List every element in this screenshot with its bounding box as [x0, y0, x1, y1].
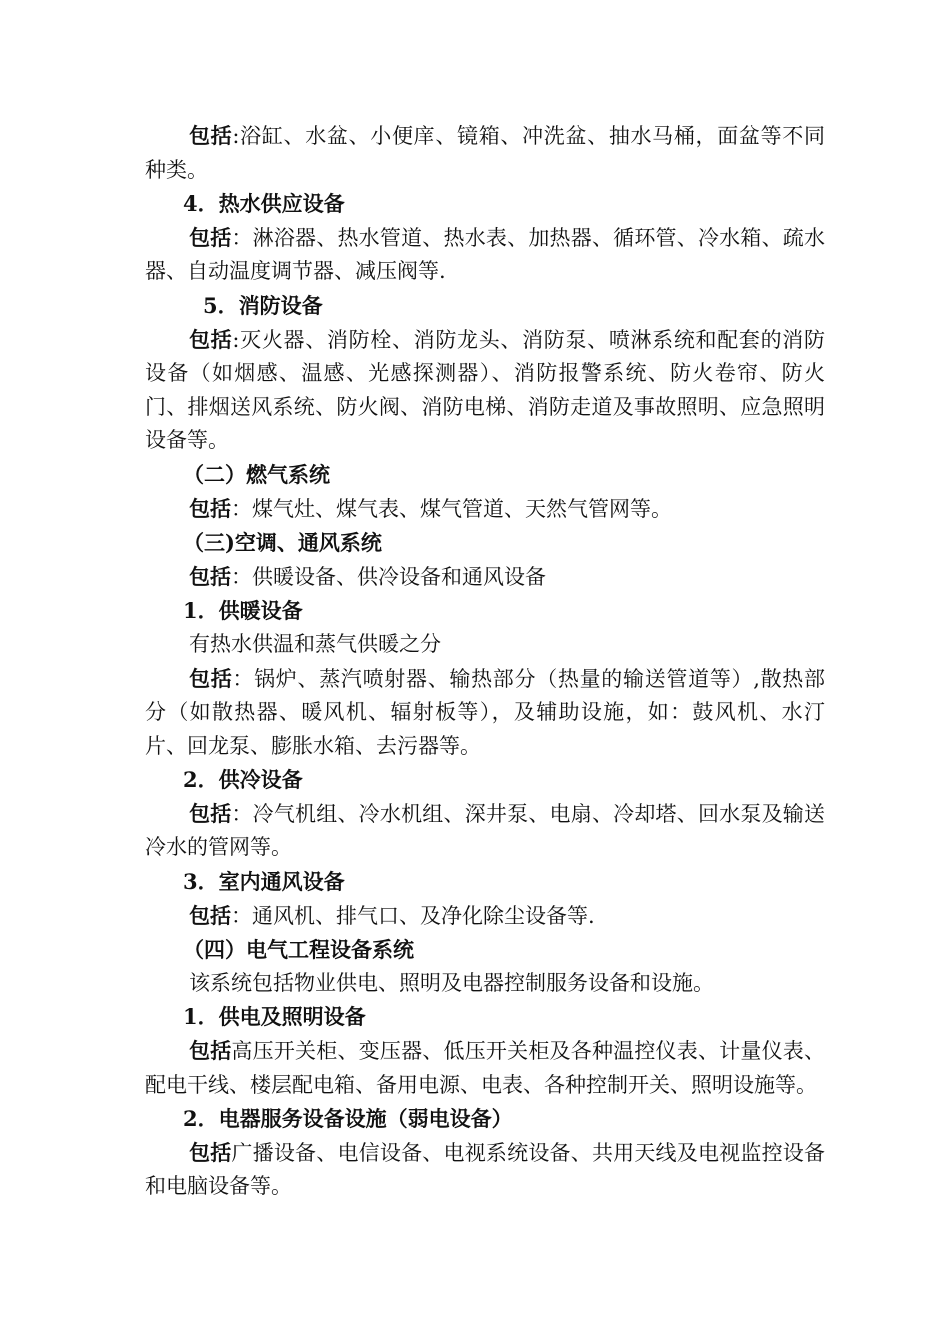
paragraph-text: ：供暖设备、供冷设备和通风设备	[231, 564, 546, 589]
heading-hvac-system: （三)空调、通风系统	[183, 530, 382, 556]
paragraph-text: 高压开关柜、变压器、低压开关柜及各种温控仪表、计量仪表、配电干线、楼层配电箱、备用电源、电表、各种控制开关、照明设施等。	[145, 1039, 826, 1097]
label-include: 包括	[189, 902, 231, 928]
paragraph-cooling-equipment	[145, 797, 825, 865]
label-include: 包括	[189, 495, 231, 521]
paragraph-text: ：冷气机组、冷水机组、深井泵、电扇、冷却塔、回水泵及输送冷水的管网等。	[145, 801, 826, 860]
paragraph-text: ：淋浴器、热水管道、热水表、加热器、循环管、冷水箱、疏水器、自动温度调节器、减压阀等.	[145, 225, 826, 284]
paragraph-text: :浴缸、水盆、小便庠、镜箱、冲洗盆、抽水马桶，面盆等不同种类。	[145, 124, 825, 182]
paragraph-text: 广播设备、电信设备、电视系统设备、共用天线及电视监控设备和电脑设备等。	[145, 1140, 826, 1199]
paragraph-gas-system	[145, 492, 825, 527]
paragraph-fire-equipment	[145, 323, 825, 458]
label-include: 包括	[189, 1038, 232, 1064]
paragraph-text: ：锅炉、蒸汽喷射器、输热部分（热量的输送管道等）,散热部分（如散热器、暖风机、辐射板等），及辅助设施，如：鼓风机、水汀片、回龙泵、膨胀水箱、去污器等。	[145, 666, 825, 758]
paragraph-heating-types: 有热水供温和蒸气供暖之分	[189, 631, 441, 656]
paragraph-ventilation-equipment	[145, 899, 825, 934]
paragraph-text: ：通风机、排气口、及净化除尘设备等.	[231, 903, 595, 928]
heading-power-lighting: 1．供电及照明设备	[183, 1004, 366, 1030]
heading-hot-water-equipment: 4．热水供应设备	[183, 191, 345, 217]
paragraph-electrical-system: 该系统包括物业供电、照明及电器控制服务设备和设施。	[189, 970, 714, 995]
heading-electrical-system: （四）电气工程设备系统	[183, 937, 414, 963]
label-include: 包括	[189, 123, 233, 148]
heading-ventilation-equipment: 3．室内通风设备	[183, 869, 345, 895]
paragraph-heating-equipment	[145, 662, 825, 764]
document-body	[145, 119, 825, 1204]
label-include: 包括	[189, 563, 231, 589]
paragraph-text: ：煤气灶、煤气表、煤气管道、天然气管网等。	[231, 496, 672, 521]
label-include: 包括	[189, 800, 232, 826]
heading-heating-equipment: 1．供暖设备	[183, 598, 303, 624]
paragraph-sanitary-fixtures	[145, 119, 825, 187]
label-include: 包括	[189, 326, 233, 352]
heading-low-voltage: 2．电器服务设备设施（弱电设备）	[183, 1106, 513, 1132]
paragraph-power-lighting	[145, 1034, 825, 1102]
paragraph-hvac-system	[145, 560, 825, 595]
heading-fire-equipment: 5．消防设备	[203, 292, 323, 318]
paragraph-low-voltage	[145, 1136, 825, 1204]
heading-cooling-equipment: 2．供冷设备	[183, 767, 303, 793]
label-include: 包括	[189, 1139, 232, 1165]
label-include: 包括	[189, 224, 232, 250]
heading-gas-system: （二）燃气系统	[183, 461, 330, 487]
label-include: 包括	[189, 665, 233, 691]
paragraph-text: :灭火器、消防栓、消防龙头、消防泵、喷淋系统和配套的消防设备（如烟感、温感、光感探测器）、消防报警系统、防火卷帘、防火门、排烟送风系统、防火阀、消防电梯、消防走道及事故照明、应急照明设备等。	[145, 327, 825, 453]
paragraph-hot-water	[145, 221, 825, 289]
